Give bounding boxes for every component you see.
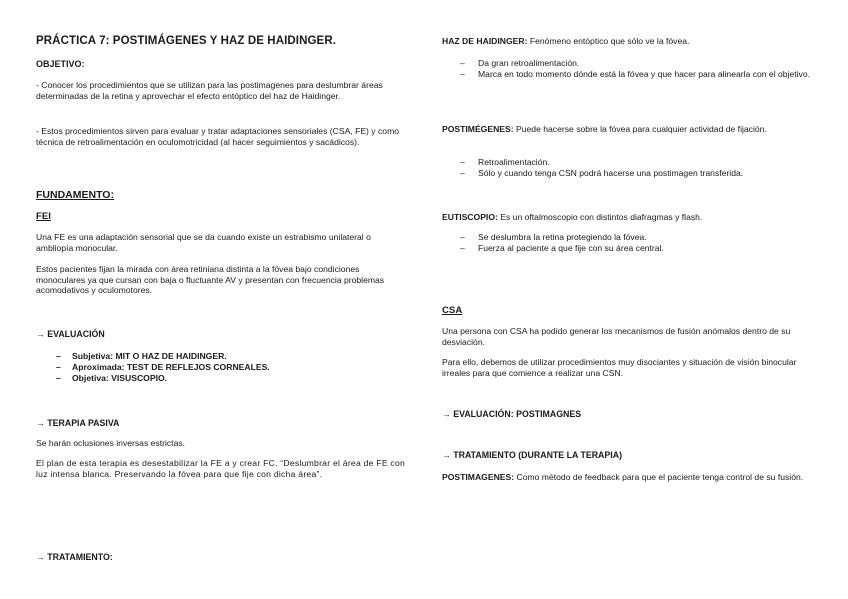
fei-heading: FEI xyxy=(36,211,51,222)
evaluacion-heading: → EVALUACIÓN xyxy=(36,329,105,339)
haz-label: HAZ DE HAIDINGER: xyxy=(442,36,528,46)
tratamiento-heading: → TRATAMIENTO: xyxy=(36,552,113,562)
dash-bullet: – xyxy=(56,373,61,383)
terapia-paragraph-2: El plan de esta terapia es desestabilizar la FE a y crear FC. “Deslumbrar el área de FE con luz intensa blanca. Preservando la fóvea para que fije con dicha área”. xyxy=(36,458,406,479)
list-item: – Marca en todo momento dónde está la fóvea y que hacer para alinearla con el objetivo. xyxy=(460,68,811,79)
evaluacion-postimagnes-heading: → EVALUACIÓN: POSTIMAGNES xyxy=(442,409,582,419)
eutiscopio-list xyxy=(442,232,816,253)
terapia-heading: → TERAPIA PASIVA xyxy=(36,418,120,428)
list-item: – Sólo y cuando tenga CSN podrá hacerse una postimagen transferida. xyxy=(460,167,744,178)
fei-paragraph-2: Estos pacientes fijan la mirada con área retiniana distinta a la fóvea bajo condiciones monoculares ya que cursan con baja o fluctuante AV y presentan con frecuencia problemas acomodativos y oculomotores. xyxy=(36,264,385,296)
terapia-paragraph-1: Se harán oclusiones inversas estrictas. xyxy=(36,438,186,448)
postimagenes-paragraph: POSTIMAGENES: Como método de feedback para que el paciente tenga control de su fusión. xyxy=(442,472,804,482)
csa-heading: CSA xyxy=(442,305,463,316)
dash-bullet: – xyxy=(56,351,61,361)
page-title: PRÁCTICA 7: POSTIMÁGENES Y HAZ DE HAIDINGER. xyxy=(36,35,337,47)
objetivo-paragraph-2: - Estos procedimientos sirven para evaluar y tratar adaptaciones sensoriales (CSA, FE) y como técnica de retroalimentación en oculomotricidad (al hacer seguimientos y sacádicos). xyxy=(36,126,400,147)
postimegenes-paragraph: POSTIMÉGENES: Puede hacerse sobre la fóvea para cualquier actividad de fijación. xyxy=(442,124,767,134)
list-item: – Aproximada: TEST DE REFLEJOS CORNEALES. xyxy=(56,362,270,372)
dash-bullet: – xyxy=(460,232,465,242)
list-item: – Subjetiva: MIT O HAZ DE HAIDINGER. xyxy=(56,351,227,361)
list-item: – Da gran retroalimentación. xyxy=(460,58,580,68)
list-item: – Retroalimentación. xyxy=(460,157,550,167)
haz-paragraph: HAZ DE HAIDINGER: Fenómeno entóptico que sólo ve la fóvea. xyxy=(442,36,690,46)
eutiscopio-paragraph: EUTISCOPIO: Es un oftalmoscopio con distintos diafragmas y flash. xyxy=(442,212,703,222)
dash-bullet: – xyxy=(460,157,465,167)
csa-paragraph-2: Para ello, debemos de utilizar procedimientos muy disociantes y situación de visión binocular irreales para que comience a realizar una CSN. xyxy=(442,357,797,378)
fundamento-heading: FUNDAMENTO: xyxy=(36,189,114,201)
objetivo-heading: OBJETIVO: xyxy=(36,59,85,69)
objetivo-paragraph-1: - Conocer los procedimientos que se utilizan para las postimagenes para deslumbrar áreas determinadas de la retina y aprovechar el efecto entóptico del haz de Haidinger. xyxy=(36,80,383,101)
dash-bullet: – xyxy=(56,362,61,372)
postimagenes-label: POSTIMAGENES: xyxy=(442,472,515,482)
postimegenes-list xyxy=(442,157,816,178)
eutiscopio-label: EUTISCOPIO: xyxy=(442,212,498,222)
evaluacion-list xyxy=(36,351,408,384)
haz-list xyxy=(442,58,816,79)
dash-bullet: – xyxy=(460,242,465,253)
list-item: – Se deslumbra la retina protegiendo la fóvea. xyxy=(460,232,647,242)
postimegenes-label: POSTIMÉGENES: xyxy=(442,124,514,134)
list-item: – Fuerza al paciente a que fije con su área central. xyxy=(460,242,664,253)
list-item: – Objetiva: VISUSCOPIO. xyxy=(56,373,168,383)
tratamiento-terapia-heading: → TRATAMIENTO (DURANTE LA TERAPIA) xyxy=(442,450,622,460)
dash-bullet: – xyxy=(460,68,465,79)
dash-bullet: – xyxy=(460,167,465,178)
dash-bullet: – xyxy=(460,58,465,68)
csa-paragraph-1: Una persona con CSA ha podido generar los mecanismos de fusión anómalos dentro de su desviación. xyxy=(442,326,791,347)
fei-paragraph-1: Una FE es una adaptación sensorial que se da cuando existe un estrabismo unilateral o ambliopía monocular. xyxy=(36,232,371,253)
